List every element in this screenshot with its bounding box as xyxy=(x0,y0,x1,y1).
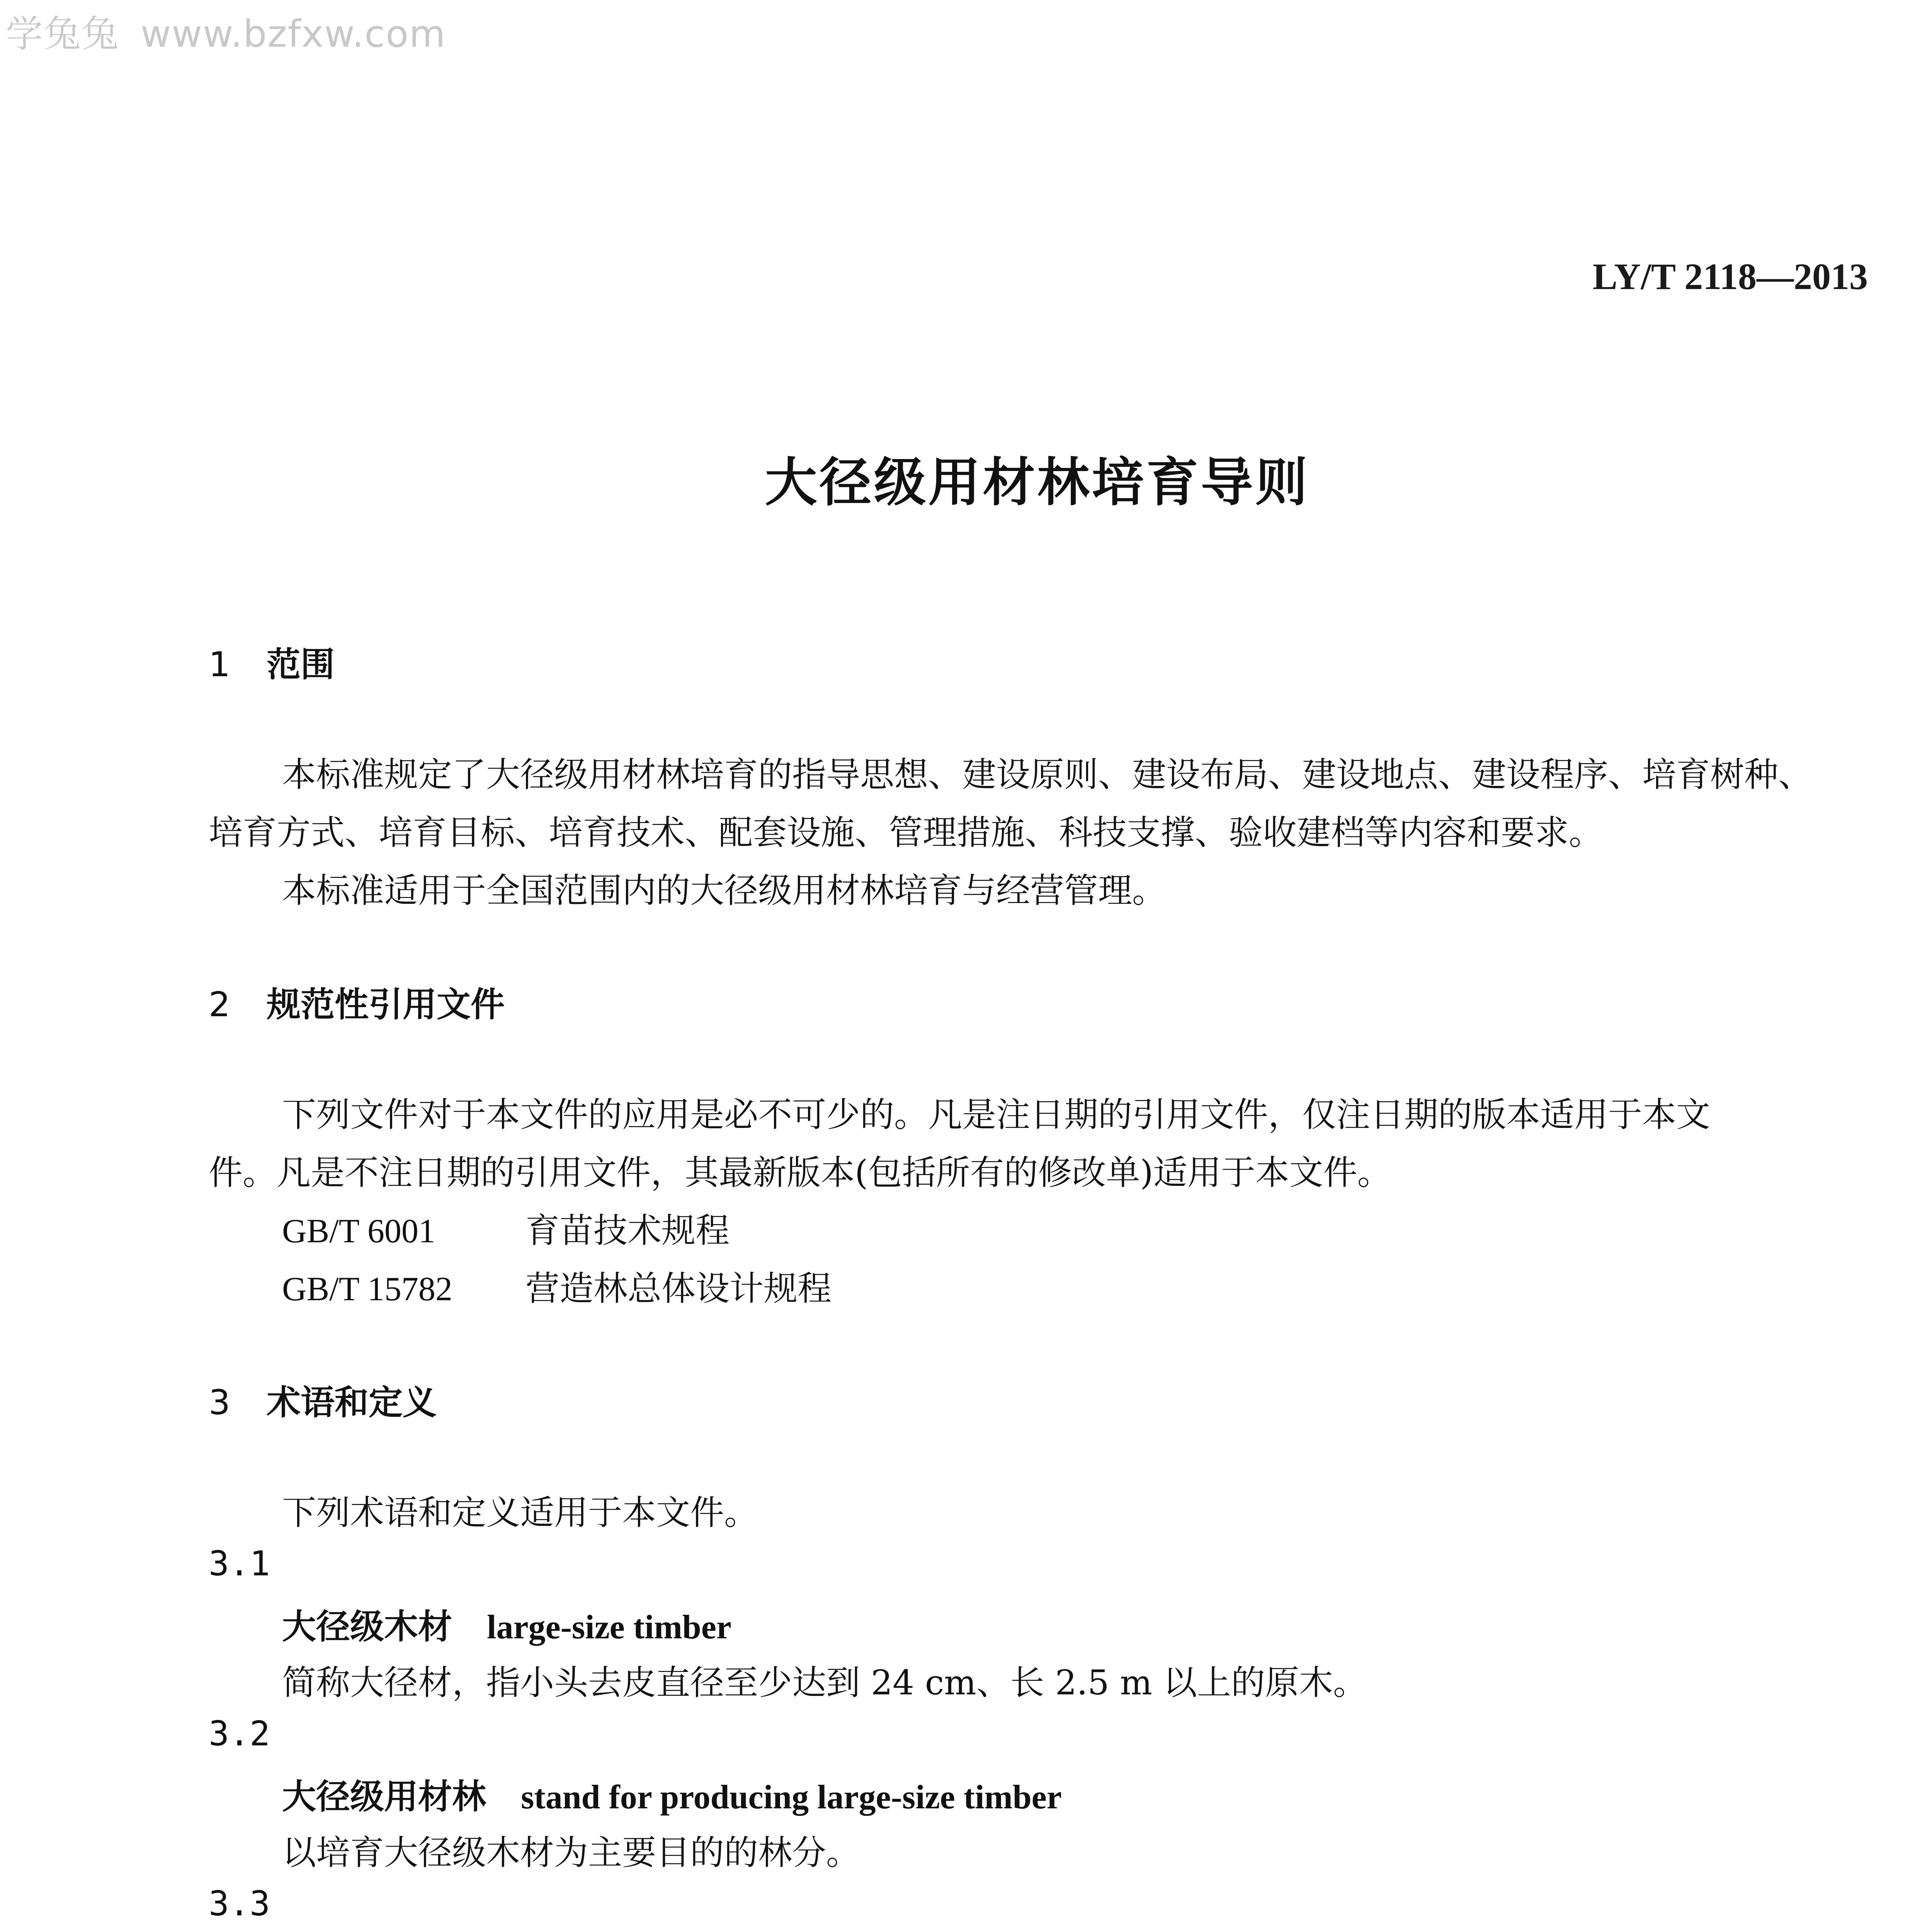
reference-code: GB/T 15782 xyxy=(282,1270,452,1308)
paragraph: 下列术语和定义适用于本文件。 xyxy=(282,1493,759,1532)
term-number: 3.1 xyxy=(209,1544,270,1583)
term-zh: 大径级用材林 xyxy=(282,1777,486,1816)
paragraph-line: 件。凡是不注日期的引用文件，其最新版本(包括所有的修改单)适用于本文件。 xyxy=(209,1153,1391,1192)
watermark xyxy=(6,5,446,58)
reference-name: 营造林总体设计规程 xyxy=(526,1269,832,1308)
term-definition: 以培育大径级木材为主要目的的林分。 xyxy=(282,1833,861,1872)
paragraph-line: 下列文件对于本文件的应用是必不可少的。凡是注日期的引用文件，仅注日期的版本适用于本文 xyxy=(282,1095,1711,1134)
section-title: 规范性引用文件 xyxy=(267,985,505,1024)
reference-name: 育苗技术规程 xyxy=(526,1211,730,1250)
term-en: stand for producing large-size timber xyxy=(521,1779,1062,1816)
term-en: large-size timber xyxy=(487,1609,731,1646)
document-title: 大径级用材林培育导则 xyxy=(765,452,1310,513)
term-number: 3.2 xyxy=(209,1714,270,1753)
reference-item xyxy=(282,1262,832,1310)
watermark-url: www.bzfxw.com xyxy=(141,12,446,56)
section-heading-2 xyxy=(209,978,505,1026)
section-number: 2 xyxy=(209,985,230,1024)
section-number: 1 xyxy=(209,645,230,684)
term-zh: 大径级木材 xyxy=(282,1607,452,1646)
paragraph-line: 培育方式、培育目标、培育技术、配套设施、管理措施、科技支撑、验收建档等内容和要求。 xyxy=(209,813,1603,852)
section-heading-1 xyxy=(209,638,335,686)
paragraph-line: 本标准规定了大径级用材林培育的指导思想、建设原则、建设布局、建设地点、建设程序、培育树种、 xyxy=(282,755,1813,794)
paragraph: 本标准适用于全国范围内的大径级用材林培育与经营管理。 xyxy=(282,871,1167,910)
standard-code: LY/T 2118—2013 xyxy=(1592,256,1868,297)
section-title: 范围 xyxy=(267,645,335,684)
section-number: 3 xyxy=(209,1383,230,1422)
section-title: 术语和定义 xyxy=(267,1383,437,1422)
watermark-site-name: 学兔兔 xyxy=(6,12,119,56)
term-heading xyxy=(282,1770,1062,1818)
term-heading xyxy=(282,1600,731,1648)
term-definition: 简称大径材，指小头去皮直径至少达到 24 cm、长 2.5 m 以上的原木。 xyxy=(282,1663,1367,1702)
reference-item xyxy=(282,1204,730,1252)
reference-code: GB/T 6001 xyxy=(282,1213,435,1250)
section-heading-3 xyxy=(209,1376,437,1424)
term-number: 3.3 xyxy=(209,1884,270,1923)
